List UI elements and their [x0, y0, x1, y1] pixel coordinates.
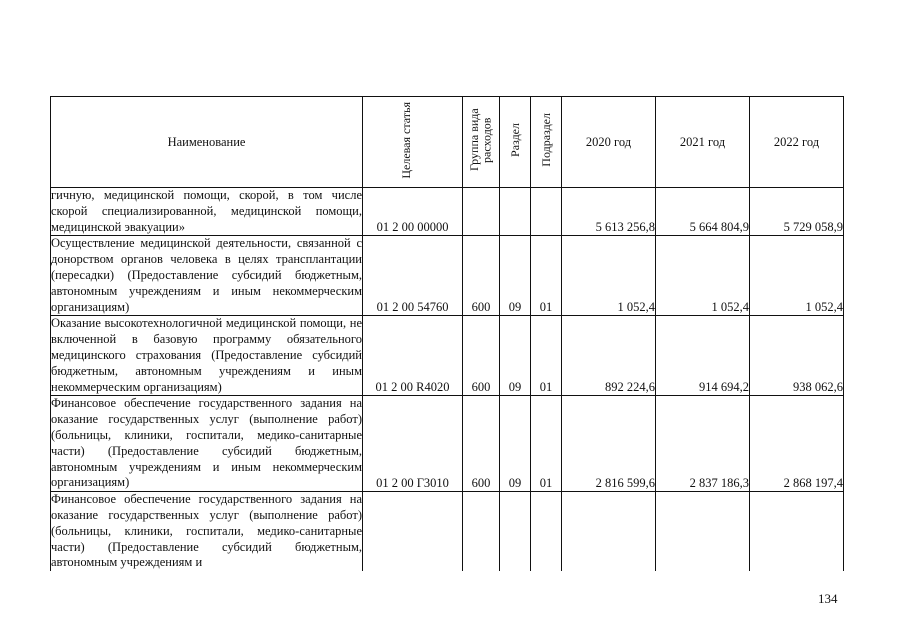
row-2021: 5 664 804,9	[656, 188, 750, 236]
row-2021	[656, 492, 750, 571]
row-section: 09	[500, 236, 531, 316]
row-section	[500, 492, 531, 571]
row-2022: 5 729 058,9	[750, 188, 844, 236]
header-subsection: Подраздел	[531, 97, 562, 188]
row-2021: 1 052,4	[656, 236, 750, 316]
budget-table	[50, 96, 844, 571]
row-expense-group: 600	[463, 236, 500, 316]
row-2020: 5 613 256,8	[562, 188, 656, 236]
row-target-article: 01 2 00 Г3010	[363, 396, 463, 492]
header-2021: 2021 год	[656, 97, 750, 188]
header-section: Раздел	[500, 97, 531, 188]
page-number: 134	[818, 591, 838, 606]
row-subsection: 01	[531, 396, 562, 492]
row-name: Финансовое обеспечение государственного задания на оказание государственных услуг (выполнение работ) (больницы, клиники, госпитали, медико-санитарные части) (Предоставление субсидий бюджетным, автономным учреждениям и иным некоммерческим организациям)	[51, 396, 363, 492]
row-2020: 1 052,4	[562, 236, 656, 316]
row-2021: 2 837 186,3	[656, 396, 750, 492]
header-target-article: Целевая статья	[363, 97, 463, 188]
header-2022: 2022 год	[750, 97, 844, 188]
row-expense-group: 600	[463, 396, 500, 492]
row-target-article: 01 2 00 R4020	[363, 316, 463, 396]
header-2020: 2020 год	[562, 97, 656, 188]
row-name: Финансовое обеспечение государственного задания на оказание государственных услуг (выполнение работ) (больницы, клиники, госпитали, медико-санитарные части) (Предоставление субсидий бюджетным, автономным учреждениям и	[51, 492, 362, 570]
table-row	[51, 236, 844, 316]
row-2022: 938 062,6	[750, 316, 844, 396]
row-2022	[750, 492, 844, 571]
row-name: гичную, медицинской помощи, скорой, в том числе скорой специализированной, медицинской помощи, медицинской эвакуации»	[51, 188, 363, 236]
row-expense-group: 600	[463, 316, 500, 396]
row-2020	[562, 492, 656, 571]
table-row	[51, 396, 844, 492]
row-2020: 892 224,6	[562, 316, 656, 396]
header-name: Наименование	[51, 97, 363, 188]
row-section: 09	[500, 396, 531, 492]
row-name: Осуществление медицинской деятельности, связанной с донорством органов человека в целях трансплантации (пересадки) (Предоставление субсидий бюджетным, автономным учреждениям и иным некоммерческим организациям)	[51, 236, 363, 316]
row-expense-group	[463, 188, 500, 236]
row-subsection	[531, 492, 562, 571]
header-expense-group: Группа вида расходов	[463, 97, 500, 188]
row-subsection	[531, 188, 562, 236]
row-expense-group	[463, 492, 500, 571]
row-subsection: 01	[531, 316, 562, 396]
table-row	[51, 492, 844, 571]
row-2022: 1 052,4	[750, 236, 844, 316]
row-target-article: 01 2 00 00000	[363, 188, 463, 236]
row-target-article	[363, 492, 463, 571]
row-subsection: 01	[531, 236, 562, 316]
row-2021: 914 694,2	[656, 316, 750, 396]
row-name: Оказание высокотехнологичной медицинской помощи, не включенной в базовую программу обязательного медицинского страхования (Предоставление субсидий бюджетным, автономным учреждениям и иным некоммерческим организациям)	[51, 316, 363, 396]
row-target-article: 01 2 00 54760	[363, 236, 463, 316]
table-row	[51, 188, 844, 236]
table-row	[51, 316, 844, 396]
row-section: 09	[500, 316, 531, 396]
row-section	[500, 188, 531, 236]
header-row	[51, 97, 844, 188]
row-2022: 2 868 197,4	[750, 396, 844, 492]
row-2020: 2 816 599,6	[562, 396, 656, 492]
